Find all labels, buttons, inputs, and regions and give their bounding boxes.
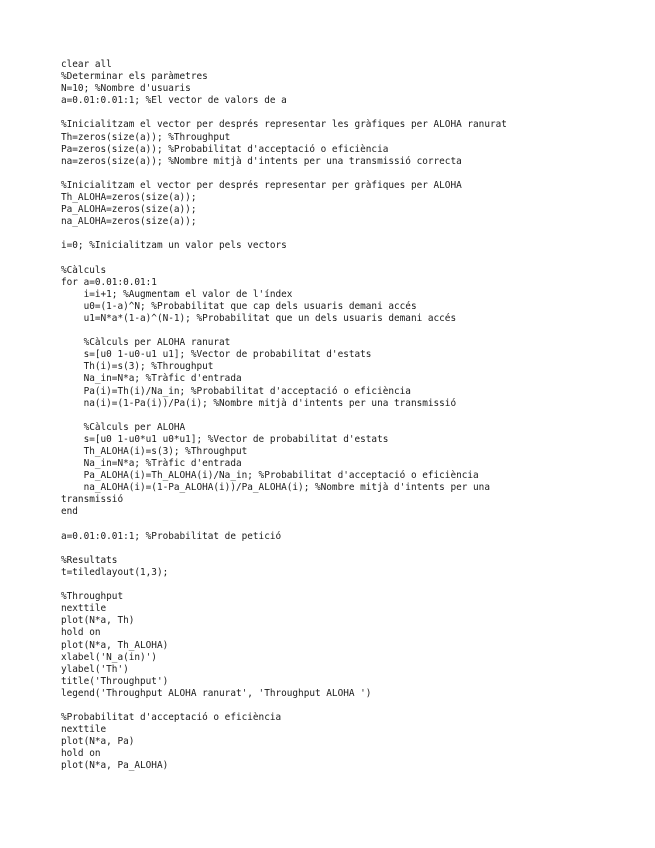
blank-line [61,325,641,337]
code-line: Pa_ALOHA(i)=Th_ALOHA(i)/Na_in; %Probabilitat d'acceptació o eficiència [61,470,479,482]
code-line: hold on [61,748,101,760]
blank-line [61,107,641,119]
code-line: Na_in=N*a; %Tràfic d'entrada [61,373,242,385]
blank-line [61,519,641,531]
code-line: u1=N*a*(1-a)^(N-1); %Probabilitat que un dels usuaris demani accés [61,312,457,324]
code-line: for a=0.01:0.01:1 [61,276,157,288]
code-line: na(i)=(1-Pa(i))/Pa(i); %Nombre mitjà d'intents per una transmissió [61,397,457,409]
blank-line [61,700,641,712]
code-line: %Probabilitat d'acceptació o eficiència [61,712,282,724]
code-line: xlabel('N_a(in)') [61,651,157,663]
code-line: plot(N*a, Pa) [61,736,135,748]
blank-line [61,253,641,265]
code-line: %Càlculs [61,264,107,276]
code-line: clear all [61,59,112,70]
code-line: plot(N*a, Pa_ALOHA) [61,760,169,772]
code-line: hold on [61,627,101,639]
code-line: na_ALOHA=zeros(size(a)); [61,216,197,228]
code-line: Pa_ALOHA=zeros(size(a)); [61,204,197,216]
code-line: plot(N*a, Th_ALOHA) [61,639,169,651]
code-line: %Inicialitzam el vector per després representar les gràfiques per ALOHA ranurat [61,119,507,131]
code-line: u0=(1-a)^N; %Probabilitat que cap dels usuaris demani accés [61,300,417,312]
code-line: %Throughput [61,591,124,603]
code-listing [61,59,641,773]
code-line: nexttile [61,724,107,736]
blank-line [61,168,641,180]
code-line: %Determinar els paràmetres [61,71,208,83]
code-line: i=0; %Inicialitzam un valor pels vectors [61,240,287,252]
code-line: ylabel('Th') [61,663,129,675]
code-line: t=tiledlayout(1,3); [61,566,169,578]
code-line: plot(N*a, Th) [61,615,135,627]
code-line: %Càlculs per ALOHA ranurat [61,337,231,349]
code-line: Th(i)=s(3); %Throughput [61,361,214,373]
code-line: %Inicialitzam el vector per després representar per gràfiques per ALOHA [61,179,462,191]
blank-line [61,228,641,240]
code-line: title('Throughput') [61,675,169,687]
code-line: %Resultats [61,554,118,566]
code-line: Th_ALOHA(i)=s(3); %Throughput [61,446,248,457]
code-line: i=i+1; %Augmentam el valor de l'índex [61,288,293,300]
code-line: %Càlculs per ALOHA [61,421,186,433]
code-line: s=[u0 1-u0-u1 u1]; %Vector de probabilitat d'estats [61,349,372,361]
blank-line [61,410,641,422]
code-line: legend('Throughput ALOHA ranurat', 'Throughput ALOHA ') [61,687,372,699]
code-line: Pa=zeros(size(a)); %Probabilitat d'acceptació o eficiència [61,143,389,155]
code-line: end [61,506,78,518]
code-line: Th=zeros(size(a)); %Throughput [61,131,231,143]
code-line: Pa(i)=Th(i)/Na_in; %Probabilitat d'acceptació o eficiència [61,385,411,397]
blank-line [61,579,641,591]
code-line: Th_ALOHA=zeros(size(a)); [61,192,197,204]
blank-line [61,543,641,555]
code-line: N=10; %Nombre d'usuaris [61,83,191,95]
code-line: transmissió [61,494,124,506]
code-line: na=zeros(size(a)); %Nombre mitjà d'intents per una transmissió correcta [61,155,462,167]
code-line: nexttile [61,603,107,615]
code-line: a=0.01:0.01:1; %El vector de valors de a [61,95,287,107]
code-line: Na_in=N*a; %Tràfic d'entrada [61,458,242,470]
code-line: na_ALOHA(i)=(1-Pa_ALOHA(i))/Pa_ALOHA(i); %Nombre mitjà d'intents per una [61,482,490,494]
code-line: s=[u0 1-u0*u1 u0*u1]; %Vector de probabilitat d'estats [61,433,389,445]
code-line: a=0.01:0.01:1; %Probabilitat de petició [61,530,282,542]
